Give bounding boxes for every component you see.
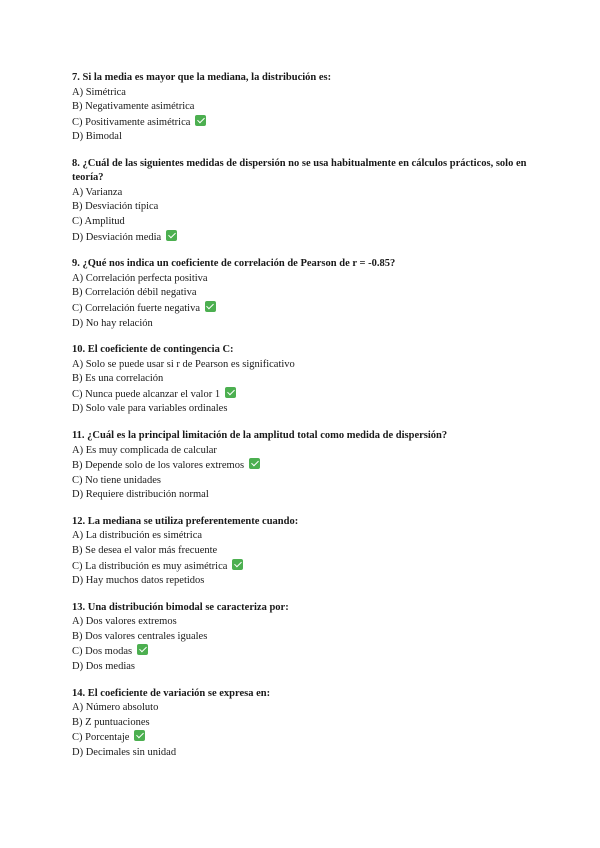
option-d [72,574,542,589]
option-text: D) Hay muchos datos repetidos [72,575,205,587]
option-text: D) Requiere distribución normal [72,489,209,501]
check-mark-icon [134,730,145,741]
option-b [72,544,542,559]
option-text: A) Correlación perfecta positiva [72,272,208,284]
question-title: 8. ¿Cuál de las siguientes medidas de dispersión no se usa habitualmente en cálculos prácticos, solo en teoría? [72,157,527,184]
option-d [72,130,542,145]
option-text: C) Amplitud [72,216,125,228]
option-text: C) Porcentaje [72,732,130,744]
option-text: C) Dos modas [72,646,133,658]
option-b [72,100,542,115]
option-c [72,474,542,489]
option-a [72,529,542,544]
question-14 [72,687,542,761]
option-b [72,200,542,215]
option-c [72,644,542,660]
option-text: B) Negativamente asimétrica [72,101,195,113]
option-text: D) Decimales sin unidad [72,746,177,758]
question-9 [72,257,542,331]
option-d [72,317,542,332]
option-text: D) Dos medias [72,661,135,673]
option-c [72,559,542,575]
question-title: 12. La mediana se utiliza preferentemente cuando: [72,515,299,527]
option-d [72,660,542,675]
option-text: D) Bimodal [72,131,122,143]
option-b [72,630,542,645]
question-title: 11. ¿Cuál es la principal limitación de la amplitud total como medida de dispersión? [72,430,448,441]
option-text: B) Desviación típica [72,201,159,213]
option-text: A) Varianza [72,186,123,198]
option-a [72,86,542,101]
question-7 [72,71,542,145]
option-d [72,230,542,246]
option-b [72,372,542,387]
option-a [72,358,542,373]
option-text: A) La distribución es simétrica [72,530,203,542]
document-page [72,71,542,773]
option-b [72,716,542,731]
option-text: A) Solo se puede usar si r de Pearson es significativo [72,358,295,370]
option-a [72,186,542,201]
option-b [72,458,542,474]
option-text: B) Es una correlación [72,373,164,385]
check-mark-icon [249,458,260,469]
option-c [72,387,542,403]
option-text: C) Correlación fuerte negativa [72,302,200,314]
option-text: A) Dos valores extremos [72,616,177,628]
option-text: C) No tiene unidades [72,474,161,486]
question-title: 14. El coeficiente de variación se expresa en: [72,687,271,699]
option-text: B) Z puntuaciones [72,716,150,728]
option-a [72,701,542,716]
option-text: D) Solo vale para variables ordinales [72,403,228,415]
option-d [72,402,542,417]
check-mark-icon [232,559,243,570]
option-text: C) La distribución es muy asimétrica [72,560,228,572]
question-11 [72,429,542,503]
check-mark-icon [137,644,148,655]
option-text: C) Positivamente asimétrica [72,116,191,128]
option-c [72,215,542,230]
question-8 [72,157,542,245]
question-10 [72,343,542,417]
option-text: B) Se desea el valor más frecuente [72,544,218,556]
option-text: A) Es muy complicada de calcular [72,444,217,456]
question-title: 13. Una distribución bimodal se caracteriza por: [72,601,289,613]
option-c [72,301,542,317]
check-mark-icon [225,387,236,398]
option-d [72,488,542,503]
option-text: B) Dos valores centrales iguales [72,630,208,642]
option-c [72,730,542,746]
question-title: 9. ¿Qué nos indica un coeficiente de correlación de Pearson de r = -0.85? [72,258,396,270]
question-title: 7. Si la media es mayor que la mediana, la distribución es: [72,72,332,83]
option-text: B) Depende solo de los valores extremos [72,460,245,472]
question-12 [72,515,542,589]
option-c [72,115,542,131]
option-text: C) Nunca puede alcanzar el valor 1 [72,388,221,400]
option-d [72,746,542,761]
check-mark-icon [166,230,177,241]
option-a [72,272,542,287]
check-mark-icon [195,115,206,126]
option-b [72,286,542,301]
option-text: D) No hay relación [72,317,153,329]
question-13 [72,601,542,675]
option-a [72,444,542,459]
option-text: B) Correlación débil negativa [72,287,197,299]
option-text: D) Desviación media [72,231,162,243]
option-a [72,615,542,630]
check-mark-icon [205,301,216,312]
option-text: A) Número absoluto [72,702,159,714]
question-title: 10. El coeficiente de contingencia C: [72,344,234,356]
option-text: A) Simétrica [72,86,126,98]
